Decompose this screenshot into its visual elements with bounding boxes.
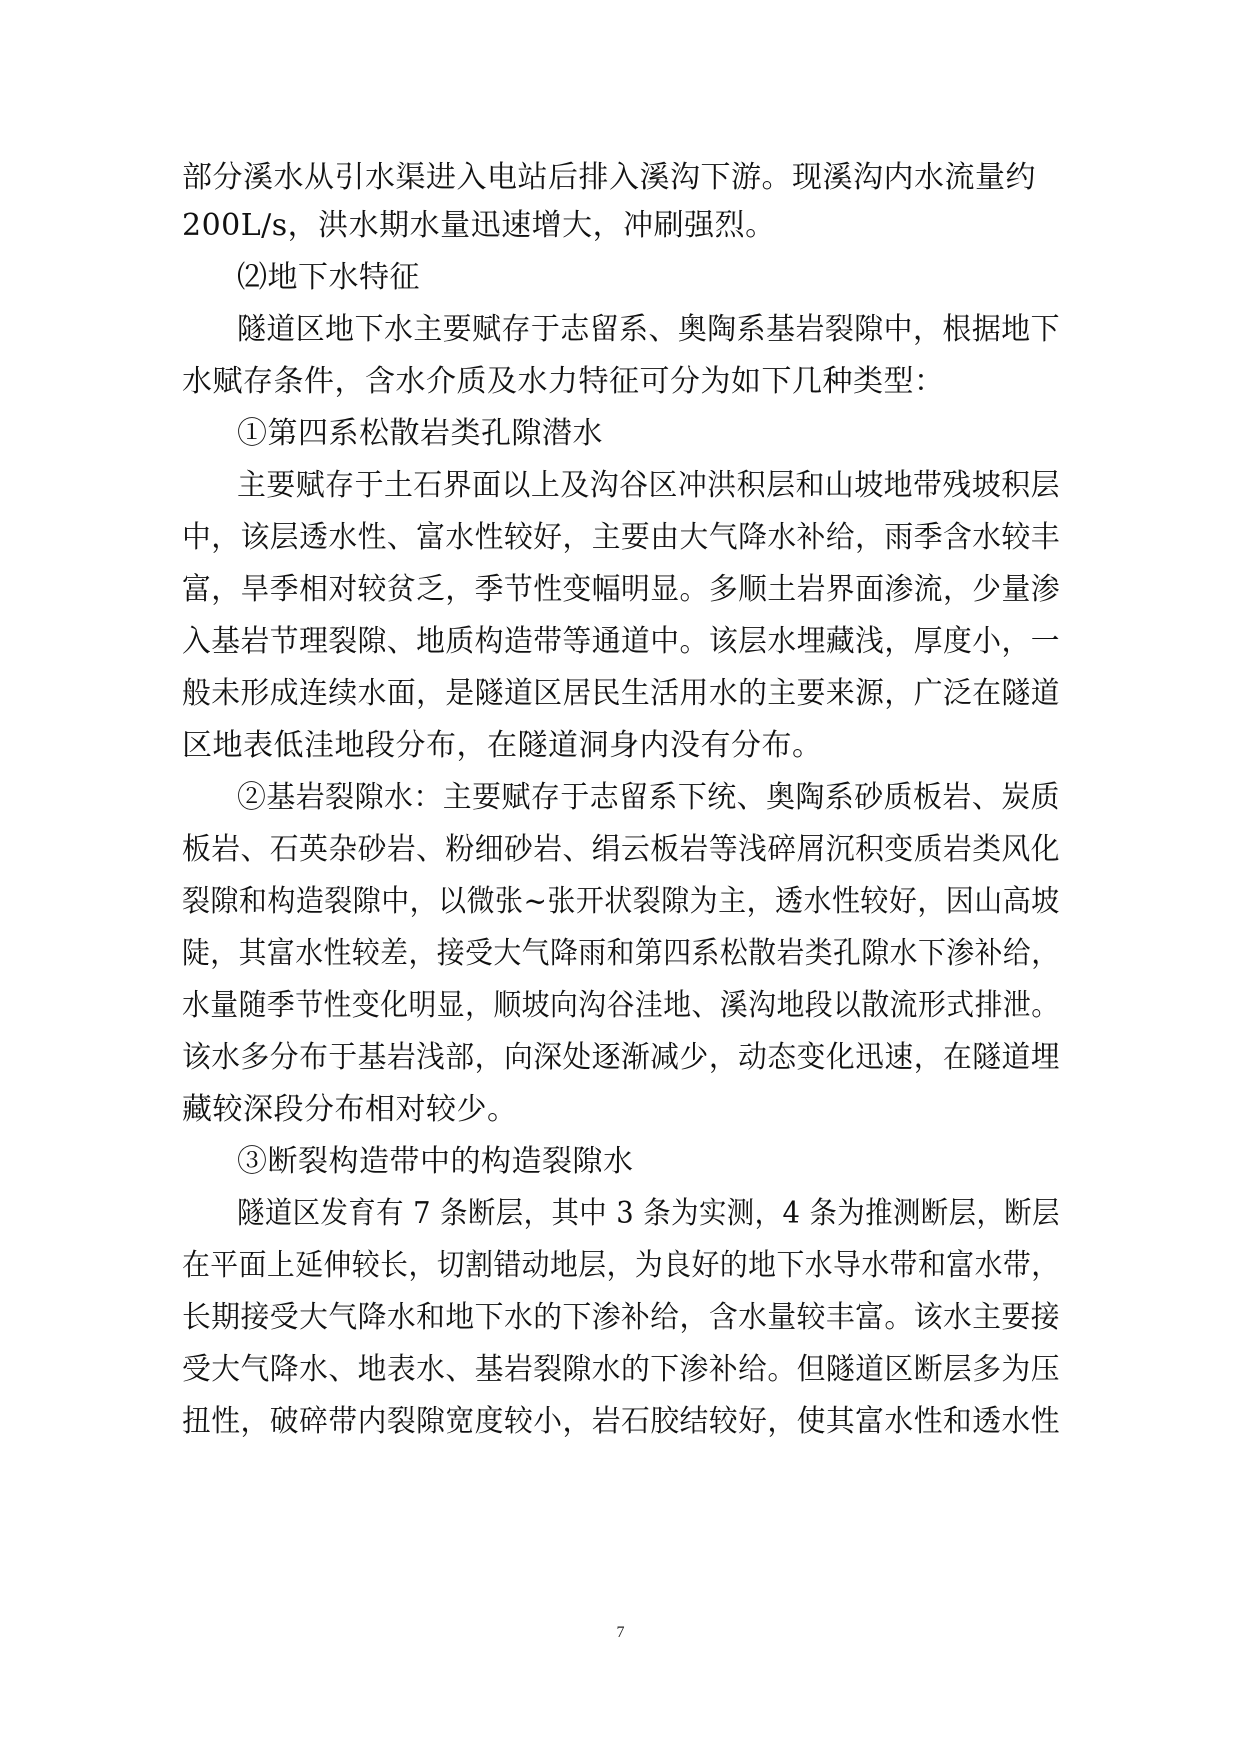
text-line: 扭性，破碎带内裂隙宽度较小，岩石胶结较好，使其富水性和透水性 <box>182 1404 1061 1439</box>
text-line: 在平面上延伸较长，切割错动地层，为良好的地下水导水带和富水带， <box>182 1248 1060 1283</box>
text-line: 区地表低洼地段分布，在隧道洞身内没有分布。 <box>182 728 823 763</box>
text-line: 部分溪水从引水渠进入电站后排入溪沟下游。现溪沟内水流量约 <box>182 160 1036 195</box>
text-line: 入基岩节理裂隙、地质构造带等通道中。该层水埋藏浅，厚度小，一 <box>182 624 1061 659</box>
text-line: 水量随季节性变化明显，顺坡向沟谷洼地、溪沟地段以散流形式排泄。 <box>182 988 1060 1023</box>
text-line: 中，该层透水性、富水性较好，主要由大气降水补给，雨季含水较丰 <box>182 520 1061 555</box>
text-line: 水赋存条件，含水介质及水力特征可分为如下几种类型： <box>182 364 945 399</box>
text-line: 隧道区地下水主要赋存于志留系、奥陶系基岩裂隙中，根据地下 <box>237 312 1060 347</box>
text-line: 主要赋存于土石界面以上及沟谷区冲洪积层和山坡地带残坡积层 <box>237 468 1060 503</box>
text-line: 裂隙和构造裂隙中，以微张~张开状裂隙为主，透水性较好，因山高坡 <box>182 884 1060 919</box>
section-heading: ⑵地下水特征 <box>237 260 420 295</box>
text-line: 富，旱季相对较贫乏，季节性变幅明显。多顺土岩界面渗流，少量渗 <box>182 572 1061 607</box>
text-line: 隧道区发育有 7 条断层，其中 3 条为实测，4 条为推测断层，断层 <box>237 1196 1060 1231</box>
text-line: 受大气降水、地表水、基岩裂隙水的下渗补给。但隧道区断层多为压 <box>182 1352 1061 1387</box>
subsection-heading: ③断裂构造带中的构造裂隙水 <box>237 1144 634 1179</box>
text-line: 长期接受大气降水和地下水的下渗补给，含水量较丰富。该水主要接 <box>182 1300 1061 1335</box>
text-line: ②基岩裂隙水：主要赋存于志留系下统、奥陶系砂质板岩、炭质 <box>237 780 1060 815</box>
text-line: 陡，其富水性较差，接受大气降雨和第四系松散岩类孔隙水下渗补给， <box>182 936 1060 971</box>
text-line: 200L/s，洪水期水量迅速增大，冲刷强烈。 <box>182 208 776 243</box>
text-line: 该水多分布于基岩浅部，向深处逐渐减少，动态变化迅速，在隧道埋 <box>182 1040 1061 1075</box>
page-number: 7 <box>616 1624 625 1641</box>
text-line: 般未形成连续水面，是隧道区居民生活用水的主要来源，广泛在隧道 <box>182 676 1061 711</box>
text-line: 藏较深段分布相对较少。 <box>182 1092 518 1127</box>
subsection-heading: ①第四系松散岩类孔隙潜水 <box>237 416 603 451</box>
text-line: 板岩、石英杂砂岩、粉细砂岩、绢云板岩等浅碎屑沉积变质岩类风化 <box>182 832 1061 867</box>
